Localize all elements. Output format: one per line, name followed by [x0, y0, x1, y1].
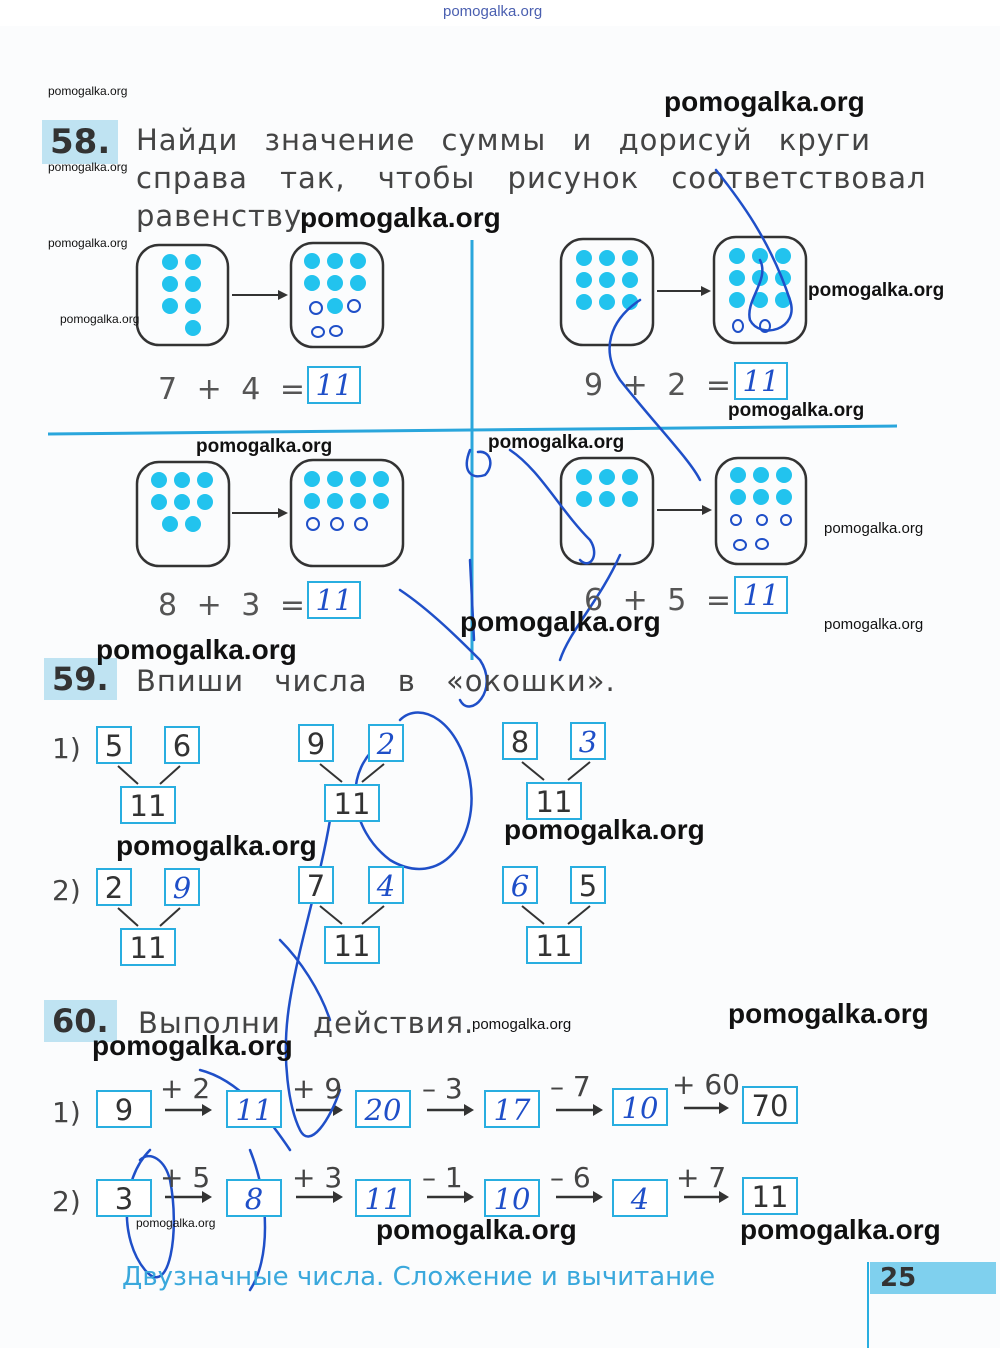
- chain-1-val-3[interactable]: 17: [484, 1090, 540, 1128]
- window-2-sum[interactable]: 11: [324, 784, 380, 822]
- chain-2-val-3[interactable]: 10: [484, 1179, 540, 1217]
- panel-2-answer-box[interactable]: 11: [734, 362, 788, 400]
- task-59-row2-label: 2): [52, 874, 81, 907]
- chain-1-val-5[interactable]: 70: [742, 1086, 798, 1124]
- task-60-row2-label: 2): [52, 1185, 81, 1218]
- watermark: pomogalka.org: [48, 160, 128, 174]
- task-58-line3: равенству.: [136, 199, 313, 233]
- window-4-sum[interactable]: 11: [120, 928, 176, 966]
- chain-2-op-4: – 6: [550, 1161, 591, 1194]
- watermark-top: pomogalka.org: [443, 3, 543, 20]
- watermark: pomogalka.org: [196, 436, 333, 457]
- footer-topic: Двузначные числа. Сложение и вычитание: [122, 1262, 716, 1292]
- panel-3-expression: 8 + 3 =: [158, 588, 306, 623]
- task-59-text: Впиши числа в «окошки».: [136, 664, 616, 698]
- window-3-b[interactable]: 3: [570, 722, 606, 760]
- watermark: pomogalka.org: [60, 312, 140, 326]
- chain-1-op-2: + 9: [292, 1072, 343, 1105]
- watermark: pomogalka.org: [116, 830, 317, 861]
- window-1-sum[interactable]: 11: [120, 786, 176, 824]
- watermark: pomogalka.org: [460, 606, 661, 637]
- watermark: pomogalka.org: [740, 1214, 941, 1245]
- window-3-a[interactable]: 8: [502, 722, 538, 760]
- chain-2-op-2: + 3: [292, 1161, 343, 1194]
- window-6-sum[interactable]: 11: [526, 926, 582, 964]
- window-5-sum[interactable]: 11: [324, 926, 380, 964]
- window-1-b[interactable]: 6: [164, 726, 200, 764]
- window-1-a[interactable]: 5: [96, 726, 132, 764]
- watermark: pomogalka.org: [472, 1016, 572, 1033]
- task-60-row1-label: 1): [52, 1096, 81, 1129]
- watermark: pomogalka.org: [824, 616, 924, 633]
- panel-1-expression: 7 + 4 =: [158, 372, 306, 407]
- panel-2-expression: 9 + 2 =: [584, 368, 732, 403]
- panel-1-answer-box[interactable]: 11: [307, 366, 361, 404]
- chain-2-op-5: + 7: [676, 1161, 727, 1194]
- watermark: pomogalka.org: [376, 1214, 577, 1245]
- window-2-b[interactable]: 2: [368, 724, 404, 762]
- panel-4: [561, 458, 806, 564]
- watermark: pomogalka.org: [488, 432, 625, 453]
- panel-2: [561, 237, 806, 345]
- watermark: pomogalka.org: [728, 400, 865, 421]
- task-60-number: 60.: [44, 1000, 117, 1042]
- watermark: pomogalka.org: [728, 998, 929, 1029]
- chain-1-val-4[interactable]: 10: [612, 1088, 668, 1126]
- chain-1-op-5: + 60: [672, 1068, 740, 1101]
- panel-4-answer-box[interactable]: 11: [734, 576, 788, 614]
- task-58-line2: справа так, чтобы рисунок соответствовал: [136, 161, 927, 195]
- panel-1: [137, 243, 383, 347]
- task-60-text: Выполни действия.: [138, 1006, 475, 1040]
- watermark: pomogalka.org: [136, 1216, 216, 1230]
- task-58-line1: Найди значение суммы и дорисуй круги: [136, 123, 871, 157]
- watermark: pomogalka.org: [808, 280, 945, 301]
- window-4-a[interactable]: 2: [96, 868, 132, 906]
- chain-1-op-1: + 2: [160, 1072, 211, 1105]
- window-6-b[interactable]: 5: [570, 866, 606, 904]
- watermark: pomogalka.org: [824, 520, 924, 537]
- chain-1-val-1[interactable]: 11: [226, 1090, 282, 1128]
- page-number: 25: [870, 1262, 996, 1294]
- chain-1-val-2[interactable]: 20: [355, 1090, 411, 1128]
- watermark: pomogalka.org: [300, 202, 501, 233]
- watermark: pomogalka.org: [92, 1030, 293, 1061]
- chain-2-op-1: + 5: [160, 1161, 211, 1194]
- watermark: pomogalka.org: [664, 86, 865, 117]
- chain-2-val-2[interactable]: 11: [355, 1179, 411, 1217]
- chain-1-op-3: – 3: [422, 1072, 463, 1105]
- window-5-b[interactable]: 4: [368, 866, 404, 904]
- chain-2-start: 3: [96, 1179, 152, 1217]
- panel-3: [137, 460, 403, 566]
- chain-2-val-1[interactable]: 8: [226, 1179, 282, 1217]
- watermark: pomogalka.org: [48, 236, 128, 250]
- chain-1-start: 9: [96, 1090, 152, 1128]
- window-2-a[interactable]: 9: [298, 724, 334, 762]
- window-3-sum[interactable]: 11: [526, 782, 582, 820]
- watermark: pomogalka.org: [504, 814, 705, 845]
- chain-2-val-4[interactable]: 4: [612, 1179, 668, 1217]
- watermark: pomogalka.org: [48, 84, 128, 98]
- watermark: pomogalka.org: [96, 634, 297, 665]
- window-5-a[interactable]: 7: [298, 866, 334, 904]
- window-6-a[interactable]: 6: [502, 866, 538, 904]
- chain-2-val-5[interactable]: 11: [742, 1177, 798, 1215]
- chain-1-op-4: – 7: [550, 1070, 591, 1103]
- task-59-row1-label: 1): [52, 732, 81, 765]
- chain-2-op-3: – 1: [422, 1161, 463, 1194]
- task-58-number: 58.: [42, 120, 118, 164]
- panel-3-answer-box[interactable]: 11: [307, 581, 361, 619]
- window-4-b[interactable]: 9: [164, 868, 200, 906]
- panel-4-expression: 6 + 5 =: [584, 583, 732, 618]
- task-59-number: 59.: [44, 658, 117, 700]
